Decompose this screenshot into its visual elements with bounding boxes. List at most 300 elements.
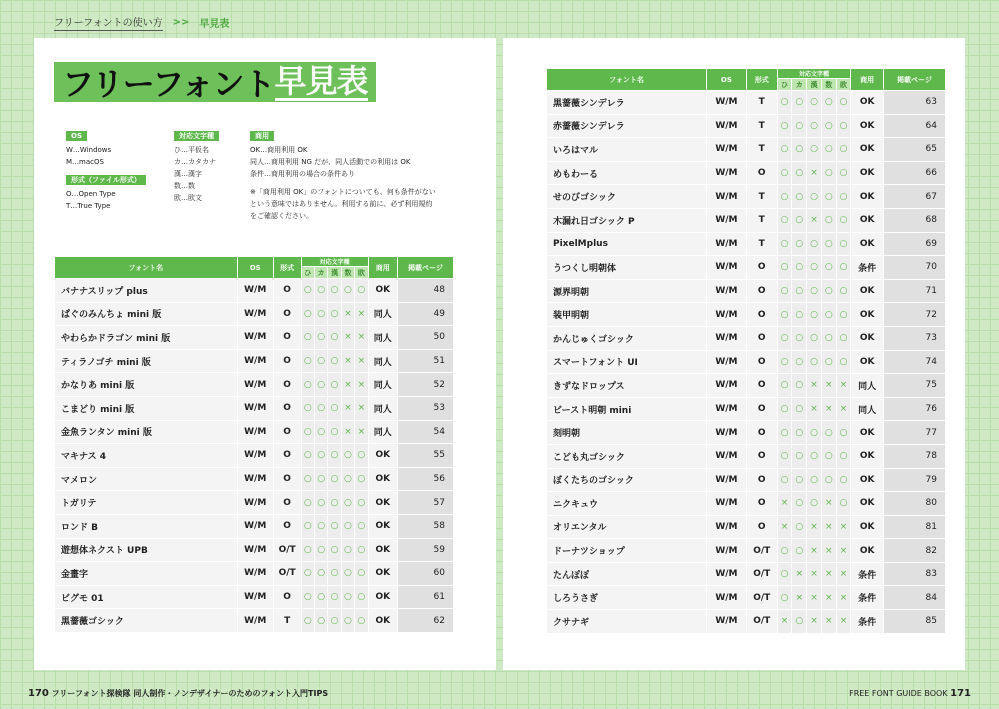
font-name-cell: ビグモ 01 (55, 586, 237, 609)
font-name-cell: しろうさぎ (547, 586, 706, 609)
format-cell: O (747, 421, 777, 444)
char-support-cell: × (778, 516, 792, 539)
os-cell: W/M (238, 586, 273, 609)
table-row[interactable] (55, 515, 453, 538)
commercial-cell: 条件 (851, 586, 883, 609)
table-row[interactable] (55, 326, 453, 349)
table-row[interactable] (55, 303, 453, 326)
char-support-cell: ○ (807, 115, 821, 138)
char-support-cell: ○ (837, 492, 851, 515)
font-name-cell: ティラノゴチ mini 版 (55, 350, 237, 373)
page-cell: 72 (884, 303, 945, 326)
legend-chars-line: 欧…欧文 (174, 194, 202, 202)
char-support-cell: × (807, 586, 821, 609)
th-char-type: ひ (302, 267, 314, 278)
format-cell: T (747, 209, 777, 232)
char-support-cell: ○ (792, 256, 806, 279)
font-name-cell: 金魚ランタン mini 版 (55, 421, 237, 444)
commercial-cell: 同人 (851, 398, 883, 421)
page-cell: 48 (398, 279, 453, 302)
commercial-cell: 同人 (369, 373, 397, 396)
table-row[interactable] (547, 610, 945, 633)
char-support-cell: ○ (302, 468, 314, 491)
char-support-cell: ○ (328, 468, 340, 491)
char-support-cell: ○ (822, 138, 836, 161)
commercial-cell: 同人 (369, 350, 397, 373)
char-support-cell: ○ (342, 539, 354, 562)
char-support-cell: × (342, 421, 354, 444)
char-support-cell: × (342, 397, 354, 420)
char-support-cell: × (807, 610, 821, 633)
font-name-cell: ぼくたちのゴシック (547, 469, 706, 492)
char-support-cell: ○ (302, 421, 314, 444)
legend-chars-line: ひ…平仮名 (174, 146, 209, 154)
page-cell: 80 (884, 492, 945, 515)
char-support-cell: ○ (778, 374, 792, 397)
format-cell: O (274, 444, 301, 467)
table-row[interactable] (547, 539, 945, 562)
char-support-cell: ○ (328, 350, 340, 373)
format-cell: O (274, 279, 301, 302)
legend-commercial-tag: 商用 (250, 131, 274, 141)
char-support-cell: ○ (328, 326, 340, 349)
commercial-cell: 条件 (851, 563, 883, 586)
page-cell: 68 (884, 209, 945, 232)
char-support-cell: ○ (807, 445, 821, 468)
font-name-cell: せのびゴシック (547, 185, 706, 208)
format-cell: O (747, 351, 777, 374)
char-support-cell: ○ (328, 373, 340, 396)
commercial-cell: 同人 (369, 326, 397, 349)
font-name-cell: 黒薔薇シンデレラ (547, 91, 706, 114)
table-row[interactable] (547, 351, 945, 374)
page-cell: 84 (884, 586, 945, 609)
table-row[interactable] (55, 350, 453, 373)
char-support-cell: ○ (822, 445, 836, 468)
char-support-cell: ○ (822, 185, 836, 208)
char-support-cell: ○ (778, 539, 792, 562)
table-row[interactable] (547, 162, 945, 185)
char-support-cell: ○ (355, 491, 367, 514)
char-support-cell: ○ (822, 469, 836, 492)
right-page (503, 38, 965, 670)
char-support-cell: ○ (822, 115, 836, 138)
char-support-cell: ○ (342, 562, 354, 585)
char-support-cell: ○ (822, 209, 836, 232)
char-support-cell: × (837, 586, 851, 609)
os-cell: W/M (238, 303, 273, 326)
char-support-cell: ○ (792, 374, 806, 397)
char-support-cell: ○ (302, 373, 314, 396)
char-support-cell: × (342, 373, 354, 396)
format-cell: O (747, 374, 777, 397)
legend-chars-line: 数…数 (174, 182, 195, 190)
char-support-cell: ○ (792, 469, 806, 492)
os-cell: W/M (707, 586, 746, 609)
os-cell: W/M (238, 444, 273, 467)
os-cell: W/M (238, 279, 273, 302)
char-support-cell: ○ (315, 350, 327, 373)
table-row[interactable] (55, 586, 453, 609)
os-cell: W/M (707, 327, 746, 350)
char-support-cell: × (837, 516, 851, 539)
table-row[interactable] (55, 373, 453, 396)
font-name-cell: マキナス 4 (55, 444, 237, 467)
font-name-cell: マメロン (55, 468, 237, 491)
char-support-cell: ○ (315, 562, 327, 585)
char-support-cell: ○ (302, 326, 314, 349)
page-cell: 58 (398, 515, 453, 538)
format-cell: O (274, 515, 301, 538)
char-support-cell: ○ (778, 327, 792, 350)
char-support-cell: × (837, 398, 851, 421)
char-support-cell: ○ (328, 539, 340, 562)
table-row[interactable] (547, 280, 945, 303)
table-row[interactable] (547, 469, 945, 492)
format-cell: O (747, 162, 777, 185)
char-support-cell: ○ (328, 491, 340, 514)
page-cell: 60 (398, 562, 453, 585)
table-row[interactable] (547, 586, 945, 609)
char-support-cell: ○ (778, 469, 792, 492)
th-char-type: カ (315, 267, 327, 278)
legend-chars (174, 130, 219, 204)
os-cell: W/M (238, 562, 273, 585)
th-page: 掲載ページ (884, 69, 945, 90)
th-chars: 対応文字種 (778, 69, 851, 78)
os-cell: W/M (238, 491, 273, 514)
char-support-cell: ○ (778, 138, 792, 161)
char-support-cell: ○ (792, 91, 806, 114)
os-cell: W/M (707, 162, 746, 185)
commercial-cell: OK (369, 515, 397, 538)
commercial-cell: OK (851, 516, 883, 539)
breadcrumb-parent[interactable]: フリーフォントの使い方 (54, 14, 163, 31)
format-cell: O (274, 491, 301, 514)
legend-os-tag: OS (66, 131, 87, 141)
table-row[interactable] (55, 444, 453, 467)
table-row[interactable] (547, 185, 945, 208)
char-support-cell: × (342, 303, 354, 326)
os-cell: W/M (238, 468, 273, 491)
char-support-cell: ○ (778, 115, 792, 138)
font-name-cell: たんぽぽ (547, 563, 706, 586)
font-name-cell: ドーナツショップ (547, 539, 706, 562)
format-cell: T (747, 185, 777, 208)
font-name-cell: こども丸ゴシック (547, 445, 706, 468)
table-row[interactable] (547, 138, 945, 161)
table-row[interactable] (547, 327, 945, 350)
font-table-left (54, 256, 454, 633)
char-support-cell: ○ (807, 327, 821, 350)
format-cell: O (747, 280, 777, 303)
char-support-cell: ○ (355, 539, 367, 562)
commercial-cell: OK (851, 138, 883, 161)
char-support-cell: ○ (778, 563, 792, 586)
table-row[interactable] (547, 492, 945, 515)
os-cell: W/M (707, 280, 746, 303)
table-row[interactable] (55, 279, 453, 302)
commercial-cell: OK (851, 162, 883, 185)
commercial-cell: 同人 (369, 397, 397, 420)
font-name-cell: 源界明朝 (547, 280, 706, 303)
title-part1: フリーフォント (62, 65, 275, 103)
char-support-cell: ○ (807, 421, 821, 444)
os-cell: W/M (707, 492, 746, 515)
char-support-cell: ○ (792, 303, 806, 326)
commercial-cell: OK (369, 279, 397, 302)
table-row[interactable] (547, 209, 945, 232)
th-font-name: フォント名 (55, 257, 237, 278)
char-support-cell: ○ (328, 609, 340, 632)
char-support-cell: ○ (302, 562, 314, 585)
os-cell: W/M (707, 539, 746, 562)
char-support-cell: ○ (822, 91, 836, 114)
char-support-cell: ○ (342, 468, 354, 491)
title-part2: 早見表 (274, 61, 368, 100)
table-row[interactable] (55, 609, 453, 632)
char-support-cell: ○ (355, 609, 367, 632)
table-row[interactable] (547, 516, 945, 539)
char-support-cell: ○ (837, 209, 851, 232)
char-support-cell: ○ (792, 185, 806, 208)
format-cell: O/T (747, 539, 777, 562)
page-cell: 78 (884, 445, 945, 468)
char-support-cell: ○ (778, 233, 792, 256)
char-support-cell: × (355, 373, 367, 396)
page-cell: 75 (884, 374, 945, 397)
char-support-cell: ○ (778, 421, 792, 444)
char-support-cell: ○ (778, 398, 792, 421)
page-cell: 49 (398, 303, 453, 326)
table-row[interactable] (55, 397, 453, 420)
char-support-cell: ○ (807, 280, 821, 303)
char-support-cell: ○ (328, 444, 340, 467)
table-row[interactable] (547, 563, 945, 586)
char-support-cell: ○ (837, 421, 851, 444)
table-row[interactable] (547, 115, 945, 138)
char-support-cell: ○ (315, 373, 327, 396)
page-cell: 85 (884, 610, 945, 633)
table-row[interactable] (55, 468, 453, 491)
font-name-cell: 赤薔薇シンデレラ (547, 115, 706, 138)
table-row[interactable] (547, 398, 945, 421)
char-support-cell: × (807, 374, 821, 397)
table-row[interactable] (55, 562, 453, 585)
table-row[interactable] (547, 256, 945, 279)
char-support-cell: × (807, 539, 821, 562)
char-support-cell: ○ (778, 586, 792, 609)
char-support-cell: ○ (792, 516, 806, 539)
os-cell: W/M (238, 326, 273, 349)
page-cell: 62 (398, 609, 453, 632)
font-name-cell: 刻明朝 (547, 421, 706, 444)
char-support-cell: ○ (342, 586, 354, 609)
char-support-cell: × (342, 350, 354, 373)
os-cell: W/M (238, 421, 273, 444)
char-support-cell: ○ (822, 280, 836, 303)
font-name-cell: ニクキュウ (547, 492, 706, 515)
page-title (54, 62, 376, 102)
os-cell: W/M (707, 469, 746, 492)
char-support-cell: ○ (778, 303, 792, 326)
commercial-cell: OK (851, 445, 883, 468)
char-support-cell: × (355, 303, 367, 326)
char-support-cell: ○ (302, 397, 314, 420)
font-name-cell: バナナスリップ plus (55, 279, 237, 302)
char-support-cell: ○ (355, 562, 367, 585)
commercial-cell: 条件 (851, 256, 883, 279)
th-char-type: 欧 (355, 267, 367, 278)
format-cell: O/T (274, 539, 301, 562)
table-row[interactable] (547, 445, 945, 468)
char-support-cell: × (822, 374, 836, 397)
commercial-cell: OK (369, 491, 397, 514)
page-cell: 82 (884, 539, 945, 562)
commercial-cell: OK (851, 351, 883, 374)
footer-left (28, 688, 328, 699)
table-row[interactable] (55, 539, 453, 562)
commercial-cell: OK (369, 562, 397, 585)
legend-commercial-line: 同人…商用利用 NG だが、同人活動での利用は OK (250, 158, 411, 166)
char-support-cell: ○ (302, 515, 314, 538)
page-cell: 71 (884, 280, 945, 303)
char-support-cell: ○ (328, 586, 340, 609)
char-support-cell: ○ (822, 303, 836, 326)
page-cell: 83 (884, 563, 945, 586)
format-cell: O (274, 326, 301, 349)
format-cell: O (747, 516, 777, 539)
os-cell: W/M (707, 351, 746, 374)
font-name-cell: ぱぐのみんちょ mini 版 (55, 303, 237, 326)
font-name-cell: うつくし明朝体 (547, 256, 706, 279)
format-cell: O/T (747, 563, 777, 586)
char-support-cell: × (792, 563, 806, 586)
char-support-cell: × (807, 516, 821, 539)
format-cell: O (274, 397, 301, 420)
char-support-cell: ○ (302, 491, 314, 514)
char-support-cell: ○ (328, 303, 340, 326)
char-support-cell: ○ (807, 492, 821, 515)
footer-left-text: フリーフォント探検隊 同人制作・ノンデザイナーのためのフォント入門TIPS (51, 689, 329, 698)
char-support-cell: × (822, 398, 836, 421)
char-support-cell: ○ (807, 233, 821, 256)
page-cell: 63 (884, 91, 945, 114)
commercial-cell: OK (851, 115, 883, 138)
os-cell: W/M (707, 421, 746, 444)
th-os: OS (238, 257, 273, 278)
commercial-cell: OK (851, 91, 883, 114)
table-row[interactable] (55, 421, 453, 444)
char-support-cell: ○ (792, 351, 806, 374)
char-support-cell: × (355, 326, 367, 349)
os-cell: W/M (707, 303, 746, 326)
legend-os (66, 130, 146, 212)
page-number-right: 171 (950, 688, 971, 699)
char-support-cell: ○ (342, 444, 354, 467)
legend-note-line: ※「商用利用 OK」のフォントについても、何も条件がない (250, 188, 436, 196)
char-support-cell: ○ (792, 233, 806, 256)
table-row[interactable] (547, 374, 945, 397)
th-chars: 対応文字種 (302, 257, 368, 266)
table-row[interactable] (547, 421, 945, 444)
commercial-cell: OK (851, 209, 883, 232)
char-support-cell: ○ (328, 515, 340, 538)
font-name-cell: かなりあ mini 版 (55, 373, 237, 396)
th-char-type: 漢 (328, 267, 340, 278)
commercial-cell: OK (369, 539, 397, 562)
char-support-cell: ○ (837, 256, 851, 279)
char-support-cell: ○ (792, 445, 806, 468)
char-support-cell: ○ (778, 185, 792, 208)
left-page (34, 38, 496, 670)
page-cell: 52 (398, 373, 453, 396)
page-cell: 53 (398, 397, 453, 420)
table-row[interactable] (547, 233, 945, 256)
char-support-cell: ○ (837, 91, 851, 114)
legend-format-tag: 形式（ファイル形式） (66, 175, 146, 185)
table-row[interactable] (547, 303, 945, 326)
char-support-cell: ○ (837, 303, 851, 326)
char-support-cell: ○ (837, 327, 851, 350)
legend-format-line: O…Open Type (66, 190, 116, 198)
page-cell: 79 (884, 469, 945, 492)
th-char-type: 漢 (807, 79, 821, 90)
os-cell: W/M (707, 374, 746, 397)
commercial-cell: OK (369, 468, 397, 491)
breadcrumb (54, 14, 229, 31)
format-cell: O (274, 373, 301, 396)
commercial-cell: OK (851, 303, 883, 326)
char-support-cell: ○ (315, 397, 327, 420)
char-support-cell: ○ (837, 185, 851, 208)
page-cell: 64 (884, 115, 945, 138)
font-name-cell: かんじゅくゴシック (547, 327, 706, 350)
font-name-cell: トガリテ (55, 491, 237, 514)
char-support-cell: ○ (328, 397, 340, 420)
legend-chars-line: カ…カタカナ (174, 158, 216, 166)
format-cell: O/T (274, 562, 301, 585)
char-support-cell: × (822, 610, 836, 633)
char-support-cell: ○ (315, 491, 327, 514)
char-support-cell: × (807, 563, 821, 586)
breadcrumb-current: 早見表 (199, 19, 230, 30)
char-support-cell: × (778, 492, 792, 515)
th-char-type: 欧 (837, 79, 851, 90)
font-name-cell: めもわーる (547, 162, 706, 185)
format-cell: O (747, 469, 777, 492)
page-number-left: 170 (28, 688, 49, 699)
table-row[interactable] (55, 491, 453, 514)
os-cell: W/M (707, 91, 746, 114)
char-support-cell: ○ (807, 351, 821, 374)
table-row[interactable] (547, 91, 945, 114)
char-support-cell: ○ (792, 398, 806, 421)
char-support-cell: ○ (778, 209, 792, 232)
os-cell: W/M (707, 256, 746, 279)
os-cell: W/M (238, 539, 273, 562)
char-support-cell: ○ (302, 350, 314, 373)
commercial-cell: 同人 (369, 303, 397, 326)
legend-chars-line: 漢…漢字 (174, 170, 202, 178)
format-cell: O (274, 586, 301, 609)
th-char-type: 数 (342, 267, 354, 278)
os-cell: W/M (707, 516, 746, 539)
char-support-cell: ○ (778, 91, 792, 114)
char-support-cell: ○ (792, 421, 806, 444)
char-support-cell: × (837, 563, 851, 586)
page-cell: 50 (398, 326, 453, 349)
